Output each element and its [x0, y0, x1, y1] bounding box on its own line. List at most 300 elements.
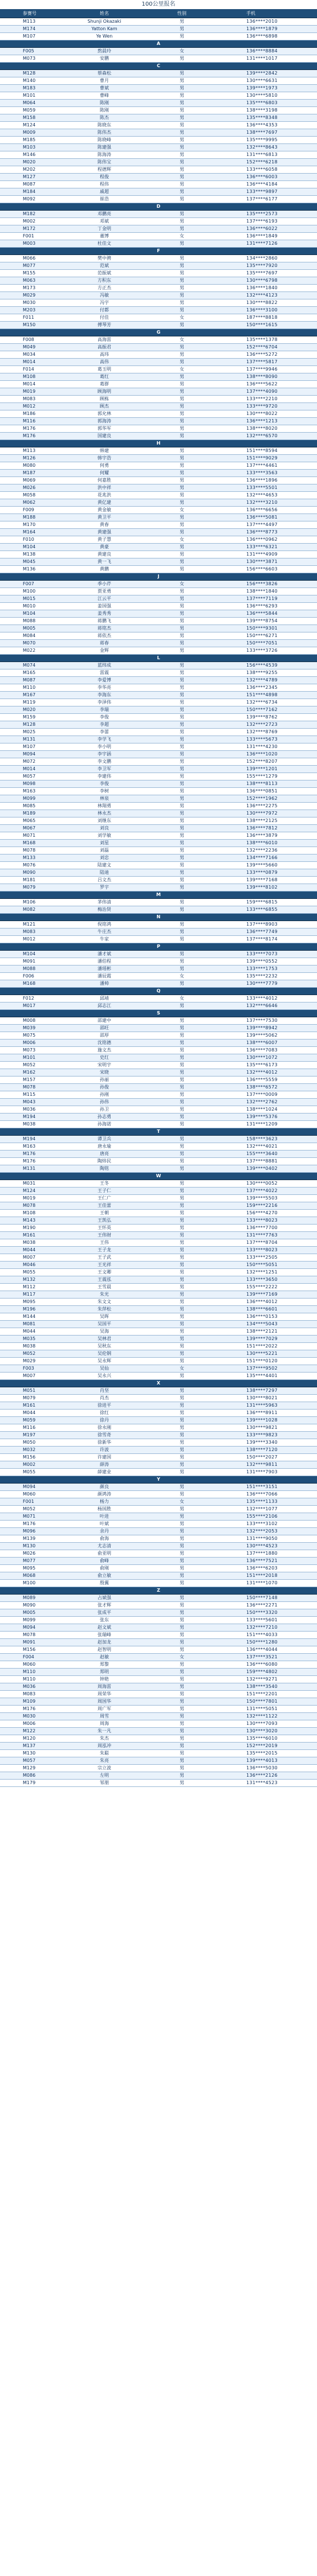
cell-id: M104	[23, 951, 36, 956]
cell-phone: 133****6855	[246, 907, 278, 912]
table-row	[0, 1069, 317, 1077]
sheet-title: 100公里报名	[0, 0, 317, 10]
cell-phone: 137****4497	[246, 522, 278, 527]
cell-gender: 男	[180, 26, 184, 31]
cell-gender: 男	[180, 1728, 184, 1733]
cell-phone: 131****4523	[246, 1780, 278, 1785]
cell-phone: 131****1070	[246, 1580, 278, 1585]
cell-gender: 男	[180, 71, 184, 76]
cell-gender: 男	[180, 966, 184, 971]
cell-name: 李蕾	[100, 729, 109, 734]
cell-phone: 156****6603	[246, 566, 278, 572]
cell-gender: 男	[180, 1640, 184, 1645]
cell-gender: 男	[180, 1136, 184, 1141]
cell-gender: 男	[180, 1425, 184, 1430]
cell-gender: 女	[180, 973, 184, 979]
table-row	[0, 1439, 317, 1447]
cell-phone: 136****6898	[246, 34, 278, 39]
cell-gender: 男	[180, 1314, 184, 1319]
cell-id: M081	[23, 1321, 36, 1326]
cell-id: M196	[23, 1307, 36, 1312]
cell-name: 范振斌	[97, 270, 111, 276]
cell-phone: 137****9946	[246, 367, 278, 372]
cell-gender: 男	[180, 618, 184, 623]
cell-phone: 132****4789	[246, 677, 278, 683]
cell-gender: 男	[180, 1247, 184, 1252]
table-row	[0, 729, 317, 736]
cell-gender: 男	[180, 1455, 184, 1460]
cell-name: 许建国	[97, 1455, 111, 1460]
cell-gender: 男	[180, 685, 184, 690]
cell-phone: 158****3623	[246, 1136, 278, 1141]
cell-id: M116	[23, 1425, 36, 1430]
cell-phone: 135****8348	[246, 115, 278, 120]
cell-name: 王子龙	[97, 1247, 111, 1252]
cell-gender: 男	[180, 34, 184, 39]
cell-id: M150	[23, 322, 36, 327]
cell-gender: 男	[180, 1321, 184, 1326]
table-row	[0, 1402, 317, 1410]
cell-gender: 男	[180, 663, 184, 668]
cell-phone: 136****5622	[246, 381, 278, 387]
cell-gender: 男	[180, 825, 184, 831]
cell-phone: 131****9050	[246, 1536, 278, 1541]
cell-name: 冯敏	[100, 293, 109, 298]
cell-id: F004	[23, 1654, 34, 1659]
table-row	[0, 1424, 317, 1432]
table-row	[0, 1484, 317, 1491]
cell-id: M162	[23, 1070, 36, 1075]
table-row	[0, 1350, 317, 1358]
cell-id: M176	[23, 426, 36, 431]
cell-id: M057	[23, 1758, 36, 1763]
cell-id: M100	[23, 1580, 36, 1585]
cell-name: 陆建文	[97, 862, 111, 868]
cell-name: 张东	[100, 1617, 109, 1622]
cell-phone: 139****5660	[246, 862, 278, 868]
cell-id: M144	[23, 1314, 36, 1319]
table-row	[0, 462, 317, 470]
cell-name: 徐雪奇	[97, 1432, 111, 1437]
cell-phone: 135****6173	[246, 1062, 278, 1067]
cell-name: 朱一凡	[97, 1728, 111, 1733]
table-row	[0, 174, 317, 181]
cell-name: 占斌强	[97, 1595, 111, 1600]
cell-gender: 男	[180, 85, 184, 91]
table-row	[0, 114, 317, 122]
cell-id: M022	[23, 648, 36, 653]
cell-gender: 男	[180, 589, 184, 594]
cell-gender: 男	[180, 145, 184, 150]
table-row	[0, 477, 317, 484]
cell-phone: 132****6646	[246, 1003, 278, 1008]
cell-gender: 男	[180, 818, 184, 823]
table-row	[0, 285, 317, 292]
cell-phone: 131****5051	[246, 1706, 278, 1711]
cell-id: M120	[23, 1736, 36, 1741]
cell-name: 殷翼	[100, 1580, 109, 1585]
cell-phone: 135****9995	[246, 137, 278, 142]
cell-id: F009	[23, 507, 34, 512]
cell-name: 许波	[100, 1447, 109, 1452]
table-row	[0, 1217, 317, 1225]
cell-name: 黄豪	[100, 544, 109, 549]
cell-phone: 137****6177	[246, 196, 278, 202]
cell-name: 季小芹	[97, 581, 111, 586]
cell-gender: 男	[180, 389, 184, 394]
cell-id: M020	[23, 707, 36, 712]
table-row	[0, 1506, 317, 1513]
table-row	[0, 1617, 317, 1624]
table-row	[0, 862, 317, 869]
cell-gender: 男	[180, 922, 184, 927]
cell-gender: 男	[180, 455, 184, 461]
cell-gender: 男	[180, 929, 184, 934]
cell-name: 付都	[100, 307, 109, 313]
cell-name: 邱靖	[100, 996, 109, 1001]
cell-gender: 男	[180, 870, 184, 875]
cell-gender: 男	[180, 1292, 184, 1297]
cell-phone: 136****2126	[246, 1773, 278, 1778]
table-row	[0, 847, 317, 854]
cell-gender: 男	[180, 1536, 184, 1541]
cell-phone: 135****2573	[246, 211, 278, 216]
table-row	[0, 514, 317, 521]
table-row	[0, 1276, 317, 1284]
cell-phone: 135****1133	[246, 1499, 278, 1504]
cell-gender: 男	[180, 1625, 184, 1630]
cell-gender: 男	[180, 1232, 184, 1238]
cell-phone: 133****5501	[246, 485, 278, 490]
table-row	[0, 1432, 317, 1439]
cell-phone: 150****1615	[246, 322, 278, 327]
cell-id: M187	[23, 470, 36, 475]
cell-id: M170	[23, 522, 36, 527]
cell-id: M146	[23, 152, 36, 157]
cell-id: M052	[23, 1062, 36, 1067]
cell-gender: 男	[180, 93, 184, 98]
table-row	[0, 1232, 317, 1239]
group-header: M	[0, 891, 317, 899]
cell-gender: 男	[180, 122, 184, 128]
cell-phone: 130****8822	[246, 300, 278, 305]
cell-gender: 男	[180, 1447, 184, 1452]
cell-id: M101	[23, 1055, 36, 1060]
cell-name: 吴海	[100, 1329, 109, 1334]
cell-gender: 男	[180, 788, 184, 794]
cell-id: M078	[23, 1084, 36, 1090]
table-row	[0, 1343, 317, 1350]
cell-name: 董博	[100, 233, 109, 239]
cell-phone: 139****8754	[246, 618, 278, 623]
cell-name: 郭海涛	[97, 418, 111, 424]
cell-id: M164	[23, 529, 36, 535]
cell-phone: 151****2018	[246, 1573, 278, 1578]
cell-gender: 女	[180, 48, 184, 54]
cell-gender: 男	[180, 1351, 184, 1356]
group-header: H	[0, 440, 317, 447]
cell-phone: 131****1209	[246, 1121, 278, 1127]
cell-id: M186	[23, 411, 36, 416]
cell-gender: 男	[180, 56, 184, 61]
table-row	[0, 403, 317, 410]
cell-id: M113	[23, 448, 36, 453]
cell-gender: 女	[180, 996, 184, 1001]
cell-id: M104	[23, 611, 36, 616]
cell-name: 曹峰	[100, 93, 109, 98]
cell-phone: 159****6815	[246, 899, 278, 905]
cell-gender: 男	[180, 529, 184, 535]
cell-id: M140	[23, 78, 36, 83]
cell-name: 左明	[100, 1773, 109, 1778]
cell-name: 谭卫兵	[97, 1136, 111, 1141]
cell-id: M029	[23, 1358, 36, 1363]
table-row	[0, 869, 317, 877]
cell-name: 陆迪	[100, 870, 109, 875]
table-row	[0, 351, 317, 359]
cell-gender: 男	[180, 1070, 184, 1075]
cell-phone: 139****0402	[246, 1166, 278, 1171]
cell-id: M080	[23, 463, 36, 468]
table-row	[0, 70, 317, 77]
cell-gender: 男	[180, 19, 184, 24]
cell-name: 刘磊	[100, 848, 109, 853]
cell-name: 葛群	[100, 381, 109, 387]
cell-gender: 男	[180, 1758, 184, 1763]
cell-phone: 136****4044	[246, 1647, 278, 1652]
cell-phone: 138****6601	[246, 1307, 278, 1312]
cell-phone: 136****5844	[246, 611, 278, 616]
group-header: F	[0, 248, 317, 255]
cell-name: 何耀	[100, 470, 109, 475]
cell-id: M128	[23, 71, 36, 76]
cell-gender: 男	[180, 1099, 184, 1104]
cell-phone: 131****4909	[246, 552, 278, 557]
cell-name: 徐红	[100, 1410, 109, 1415]
cell-name: 吴晖	[100, 1314, 109, 1319]
cell-phone: 137****1880	[246, 1551, 278, 1556]
cell-id: M003	[23, 241, 36, 246]
cell-gender: 女	[180, 507, 184, 512]
cell-id: M104	[23, 544, 36, 549]
cell-id: M101	[23, 93, 36, 98]
table-row	[0, 595, 317, 603]
cell-name: 陈刚	[100, 108, 109, 113]
cell-id: F011	[23, 315, 34, 320]
cell-name: 孙志勇	[97, 1114, 111, 1119]
cell-name: 梅治贤	[97, 907, 111, 912]
cell-phone: 136****6656	[246, 507, 278, 512]
group-header: X	[0, 1380, 317, 1387]
group-header: Y	[0, 1476, 317, 1484]
cell-phone: 132****2723	[246, 722, 278, 727]
cell-name: 李树	[100, 788, 109, 794]
table-row	[0, 1291, 317, 1299]
cell-gender: 男	[180, 492, 184, 498]
cell-id: M009	[23, 130, 36, 135]
cell-id: M075	[23, 1033, 36, 1038]
cell-name: 李爱博	[97, 677, 111, 683]
cell-gender: 男	[180, 1025, 184, 1030]
table-row	[0, 1558, 317, 1565]
cell-gender: 男	[180, 433, 184, 438]
cell-gender: 男	[180, 152, 184, 157]
cell-phone: 130****9821	[246, 1425, 278, 1430]
cell-phone: 137****7119	[246, 596, 278, 601]
table-row	[0, 877, 317, 884]
table-row	[0, 122, 317, 129]
cell-name: 周国华	[97, 1699, 111, 1704]
table-row	[0, 388, 317, 396]
table-row	[0, 544, 317, 551]
cell-phone: 133****3563	[246, 470, 278, 475]
cell-name: 徐永刚	[97, 1425, 111, 1430]
cell-name: 王佳蕾	[97, 1203, 111, 1208]
table-row	[0, 780, 317, 788]
table-row	[0, 773, 317, 780]
cell-gender: 男	[180, 307, 184, 313]
table-row	[0, 196, 317, 203]
cell-gender: 男	[180, 1647, 184, 1652]
cell-id: M202	[23, 167, 36, 172]
cell-name: 吴伦钢	[97, 1351, 111, 1356]
cell-name: 孙海诺	[97, 1121, 111, 1127]
cell-gender: 男	[180, 1269, 184, 1275]
cell-name: 赵智明	[97, 1647, 111, 1652]
cell-phone: 138****7120	[246, 1447, 278, 1452]
cell-name: 潘才斌	[97, 951, 111, 956]
table-row	[0, 1491, 317, 1498]
cell-id: M182	[23, 211, 36, 216]
cell-id: M005	[23, 1610, 36, 1615]
table-row	[0, 1202, 317, 1210]
table-row	[0, 307, 317, 314]
cell-phone: 138****9255	[246, 670, 278, 675]
table-row	[0, 1454, 317, 1461]
table-row	[0, 484, 317, 492]
cell-id: F007	[23, 581, 34, 586]
table-row	[0, 840, 317, 847]
table-row	[0, 270, 317, 277]
cell-phone: 135****4401	[246, 1373, 278, 1378]
table-row	[0, 632, 317, 640]
cell-name: 朱聪	[100, 1751, 109, 1756]
cell-gender: 男	[180, 411, 184, 416]
cell-id: M122	[23, 1728, 36, 1733]
cell-id: M090	[23, 870, 36, 875]
cell-id: M044	[23, 1410, 36, 1415]
cell-name: 肖杰	[100, 1395, 109, 1400]
cell-id: M072	[23, 759, 36, 764]
cell-gender: 男	[180, 1677, 184, 1682]
cell-name: 邓鹏亮	[97, 211, 111, 216]
cell-name: 陈海涛	[97, 152, 111, 157]
cell-gender: 男	[180, 1195, 184, 1201]
cell-phone: 152****2019	[246, 1743, 278, 1748]
cell-phone: 152****6218	[246, 159, 278, 165]
cell-name: 宋晓	[100, 1070, 109, 1075]
cell-id: M008	[23, 1018, 36, 1023]
cell-id: M086	[23, 1773, 36, 1778]
cell-gender: 男	[180, 189, 184, 194]
cell-gender: 男	[180, 1736, 184, 1741]
cell-phone: 151****9029	[246, 455, 278, 461]
cell-phone: 151****2201	[246, 1691, 278, 1696]
cell-phone: 133****0879	[246, 870, 278, 875]
table-row	[0, 396, 317, 403]
table-row	[0, 292, 317, 299]
cell-gender: 男	[180, 1566, 184, 1571]
cell-id: M014	[23, 381, 36, 387]
table-row	[0, 137, 317, 144]
cell-name: 王冬	[100, 1181, 109, 1186]
cell-name: 高伟	[100, 359, 109, 364]
cell-gender: 男	[180, 1469, 184, 1474]
cell-id: M064	[23, 100, 36, 105]
cell-name: 黄一飞	[97, 559, 111, 564]
cell-phone: 150****7148	[246, 1595, 278, 1600]
cell-gender: 男	[180, 396, 184, 401]
cell-name: 姜秀秀	[97, 611, 111, 616]
cell-id: M019	[23, 1195, 36, 1201]
cell-id: M065	[23, 818, 36, 823]
cell-gender: 男	[180, 766, 184, 771]
cell-phone: 133****9823	[246, 1432, 278, 1437]
cell-phone: 150****7801	[246, 1699, 278, 1704]
cell-id: M127	[23, 174, 36, 179]
cell-gender: 男	[180, 744, 184, 749]
cell-phone: 137****4461	[246, 463, 278, 468]
cell-phone: 151****2022	[246, 1344, 278, 1349]
table-row	[0, 1306, 317, 1313]
cell-phone: 150****1280	[246, 1640, 278, 1645]
cell-gender: 男	[180, 1714, 184, 1719]
cell-id: M055	[23, 1269, 36, 1275]
cell-name: 曹斌	[100, 85, 109, 91]
cell-phone: 136****2010	[246, 19, 278, 24]
cell-id: M110	[23, 1677, 36, 1682]
cell-phone: 139****3340	[246, 1440, 278, 1445]
cell-gender: 男	[180, 1107, 184, 1112]
cell-phone: 138****2121	[246, 1329, 278, 1334]
cell-phone: 139****1201	[246, 766, 278, 771]
cell-name: 周雪	[100, 1714, 109, 1719]
cell-name: 薛涛	[100, 1462, 109, 1467]
table-row	[0, 1572, 317, 1580]
cell-phone: 136****5081	[246, 515, 278, 520]
cell-name: 徐丹	[100, 1418, 109, 1423]
cell-gender: 男	[180, 1529, 184, 1534]
cell-gender: 男	[180, 1773, 184, 1778]
cell-phone: 132****1077	[246, 1506, 278, 1511]
table-row	[0, 100, 317, 107]
cell-gender: 男	[180, 1084, 184, 1090]
cell-name: 周泓冲	[97, 1743, 111, 1748]
cell-phone: 132****8643	[246, 145, 278, 150]
cell-id: M067	[23, 825, 36, 831]
cell-gender: 男	[180, 196, 184, 202]
table-row	[0, 447, 317, 455]
cell-id: M025	[23, 729, 36, 734]
cell-phone: 132****4653	[246, 492, 278, 498]
group-header: A	[0, 40, 317, 48]
cell-id: F014	[23, 367, 34, 372]
cell-gender: 男	[180, 1617, 184, 1622]
cell-name: 吴林君	[97, 1336, 111, 1341]
cell-id: M085	[23, 803, 36, 808]
cell-name: 吴仙	[100, 1366, 109, 1371]
table-row	[0, 499, 317, 507]
